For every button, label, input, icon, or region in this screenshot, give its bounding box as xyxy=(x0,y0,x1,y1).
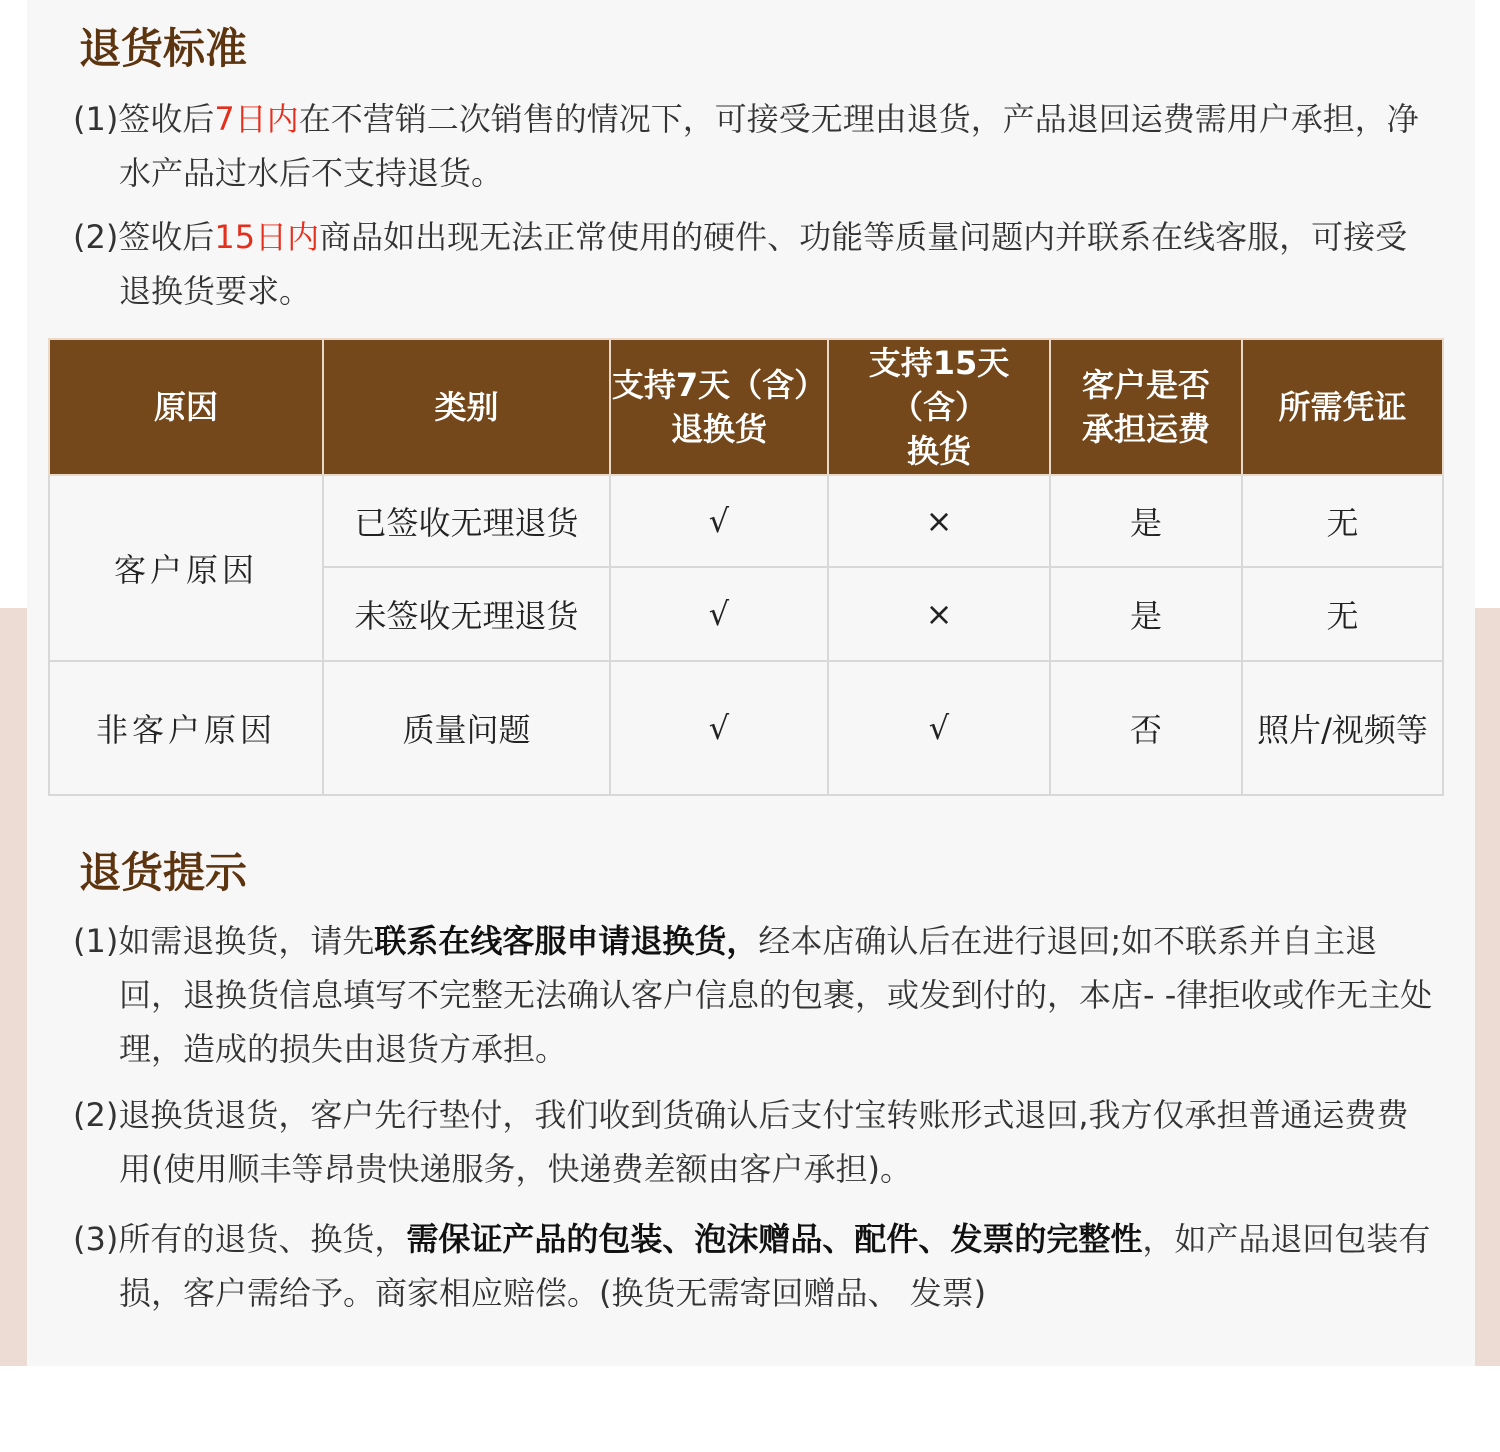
return-tips-title: 退货提示 xyxy=(79,848,248,897)
cell-15-day: × xyxy=(828,567,1050,661)
cell-proof: 无 xyxy=(1242,475,1443,567)
table-header-row xyxy=(49,339,1443,475)
cell-reason-customer: 客户原因 xyxy=(49,475,323,661)
package-integrity-emphasis: 需保证产品的包装、泡沫赠品、配件、发票的完整性 xyxy=(406,1220,1143,1258)
cell-category: 已签收无理退货 xyxy=(323,475,610,567)
highlight-7-days: 7日内 xyxy=(214,100,299,138)
return-standard-title: 退货标准 xyxy=(79,24,248,73)
cell-7-day: √ xyxy=(610,475,828,567)
header-15-day-exchange: 支持15天（含） 换货 xyxy=(828,339,1050,475)
cell-category: 未签收无理退货 xyxy=(323,567,610,661)
header-7-day-return: 支持7天（含） 退换货 xyxy=(610,339,828,475)
cell-proof: 照片/视频等 xyxy=(1242,661,1443,795)
highlight-15-days: 15日内 xyxy=(214,218,320,256)
return-tips-item-3: (3)所有的退货、换货，需保证产品的包装、泡沫赠品、配件、发票的完整性，如产品退回包装有损，客户需给予。商家相应赔偿。(换货无需寄回赠品、 发票) xyxy=(73,1220,1431,1312)
cell-customer-pays: 是 xyxy=(1050,567,1242,661)
table-row xyxy=(49,475,1443,567)
cell-customer-pays: 否 xyxy=(1050,661,1242,795)
header-required-proof: 所需凭证 xyxy=(1242,339,1443,475)
cell-reason-non-customer: 非客户原因 xyxy=(49,661,323,795)
return-rules-table xyxy=(48,338,1444,796)
cell-proof: 无 xyxy=(1242,567,1443,661)
header-reason: 原因 xyxy=(49,339,323,475)
contact-service-emphasis: 联系在线客服申请退换货， xyxy=(374,922,759,960)
cell-7-day: √ xyxy=(610,567,828,661)
return-tips-item-2: (2)退换货退货，客户先行垫付，我们收到货确认后支付宝转账形式退回,我方仅承担普通运费费用(使用顺丰等昂贵快递服务，快递费差额由客户承担)。 xyxy=(73,1096,1409,1188)
header-category: 类别 xyxy=(323,339,610,475)
left-decor-band xyxy=(0,608,27,1366)
return-standard-item-2: (2)签收后15日内商品如出现无法正常使用的硬件、功能等质量问题内并联系在线客服，可接受退换货要求。 xyxy=(73,218,1408,310)
right-decor-band xyxy=(1473,608,1500,1366)
cell-customer-pays: 是 xyxy=(1050,475,1242,567)
return-tips-item-1: (1)如需退换货，请先联系在线客服申请退换货，经本店确认后在进行退回;如不联系并自主退回，退换货信息填写不完整无法确认客户信息的包裹，或发到付的，本店- -律拒收或作无主处理，造成的损失由退货方承担。 xyxy=(73,922,1433,1068)
content-panel xyxy=(27,0,1475,1366)
cell-7-day: √ xyxy=(610,661,828,795)
return-standard-item-1: (1)签收后7日内在不营销二次销售的情况下，可接受无理由退货，产品退回运费需用户承担，净水产品过水后不支持退货。 xyxy=(73,100,1419,192)
cell-15-day: × xyxy=(828,475,1050,567)
cell-category: 质量问题 xyxy=(323,661,610,795)
header-customer-pays-shipping: 客户是否 承担运费 xyxy=(1050,339,1242,475)
cell-15-day: √ xyxy=(828,661,1050,795)
table-row xyxy=(49,661,1443,795)
